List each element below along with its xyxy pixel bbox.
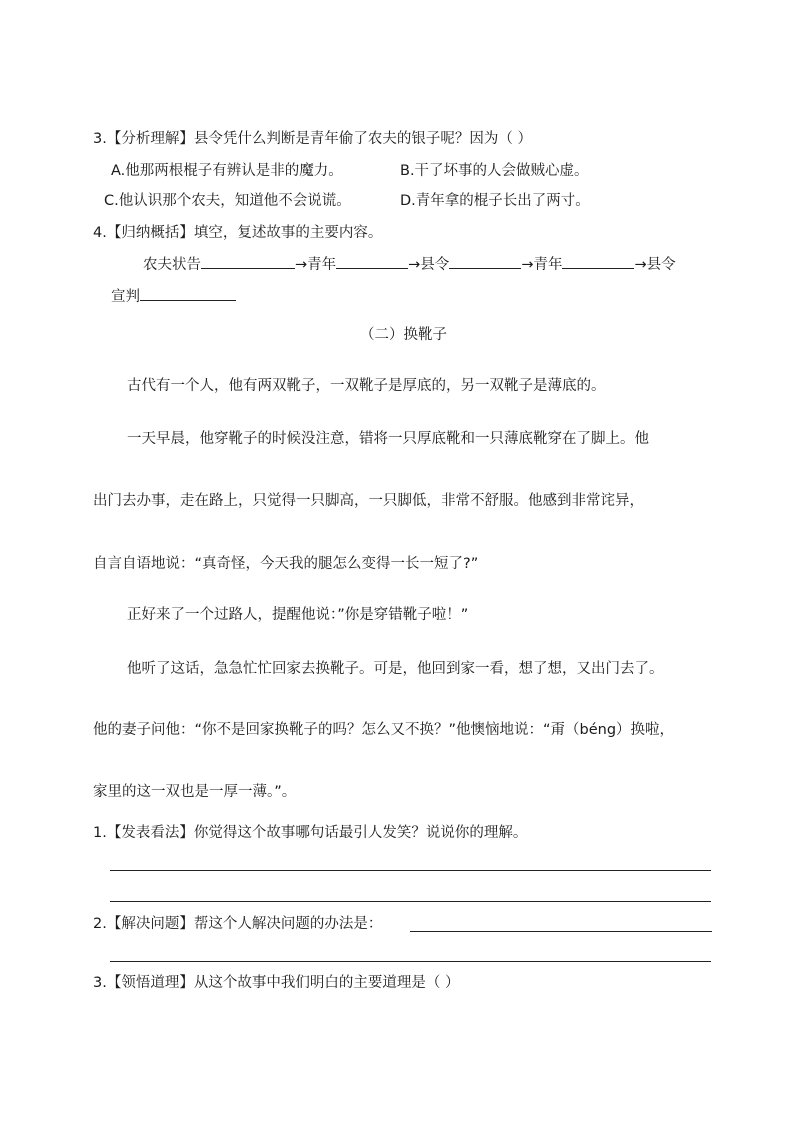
answer-line-4[interactable] <box>110 961 711 962</box>
story-paragraph-2-line-1: 一天早晨，他穿靴子的时候没注意，错将一只厚底靴和一只薄底靴穿在了脚上。他 <box>127 431 649 447</box>
question-2-solve: 2.【解决问题】帮这个人解决问题的办法是： <box>93 916 383 932</box>
story-paragraph-4-line-3: 家里的这一双也是一厚一薄。”。 <box>93 784 297 800</box>
summary-step-1: 农夫状告 <box>143 257 201 273</box>
story-paragraph-3: 正好来了一个过路人，提醒他说：”你是穿错靴子啦！” <box>127 607 469 623</box>
answer-line-2[interactable] <box>110 901 711 902</box>
story-paragraph-2-line-2: 出门去办事，走在路上，只觉得一只脚高，一只脚低，非常不舒服。他感到非常诧异， <box>93 493 644 509</box>
summary-step-6: 宣判 <box>111 289 140 305</box>
blank-3[interactable] <box>449 254 521 269</box>
option-c: C.他认识那个农夫，知道他不会说谎。 <box>104 193 351 209</box>
story-paragraph-2-line-3: 自言自语地说：“真奇怪，今天我的腿怎么变得一长一短了?” <box>93 556 479 572</box>
story-title: （二）换靴子 <box>360 327 447 343</box>
story-paragraph-4-line-1: 他听了这话，急急忙忙回家去换靴子。可是，他回到家一看，想了想，又出门去了。 <box>127 661 664 677</box>
answer-line-3[interactable] <box>410 931 712 932</box>
blank-1[interactable] <box>201 254 295 269</box>
summary-step-5: →县令 <box>634 257 676 273</box>
option-d: D.青年拿的棍子长出了两寸。 <box>400 193 590 209</box>
question-3-lesson: 3.【领悟道理】从这个故事中我们明白的主要道理是（ ） <box>93 975 460 991</box>
question-4-summary: 4.【归纳概括】填空，复述故事的主要内容。 <box>93 225 383 241</box>
question-1-opinion: 1.【发表看法】你觉得这个故事哪句话最引人发笑？说说你的理解。 <box>93 825 528 841</box>
blank-2[interactable] <box>336 254 408 269</box>
story-paragraph-1: 古代有一个人，他有两双靴子，一双靴子是厚底的，另一双靴子是薄底的。 <box>127 378 606 394</box>
blank-5[interactable] <box>140 286 236 301</box>
blank-4[interactable] <box>562 254 634 269</box>
summary-fill-line <box>143 254 676 275</box>
option-b: B.干了坏事的人会做贼心虚。 <box>400 163 589 179</box>
question-3-analysis: 3.【分析理解】县令凭什么判断是青年偷了农夫的银子呢？因为（ ） <box>93 131 532 147</box>
story-paragraph-4-line-2: 他的妻子问他：“你不是回家换靴子的吗？怎么又不换？”他懊恼地说：“甭（béng）换啦， <box>93 722 675 738</box>
option-a: A.他那两根棍子有辨认是非的魔力。 <box>111 163 343 179</box>
answer-line-1[interactable] <box>110 870 711 871</box>
summary-step-2: →青年 <box>295 257 337 273</box>
summary-fill-line-2 <box>111 286 236 307</box>
summary-step-4: →青年 <box>521 257 563 273</box>
summary-step-3: →县令 <box>408 257 450 273</box>
